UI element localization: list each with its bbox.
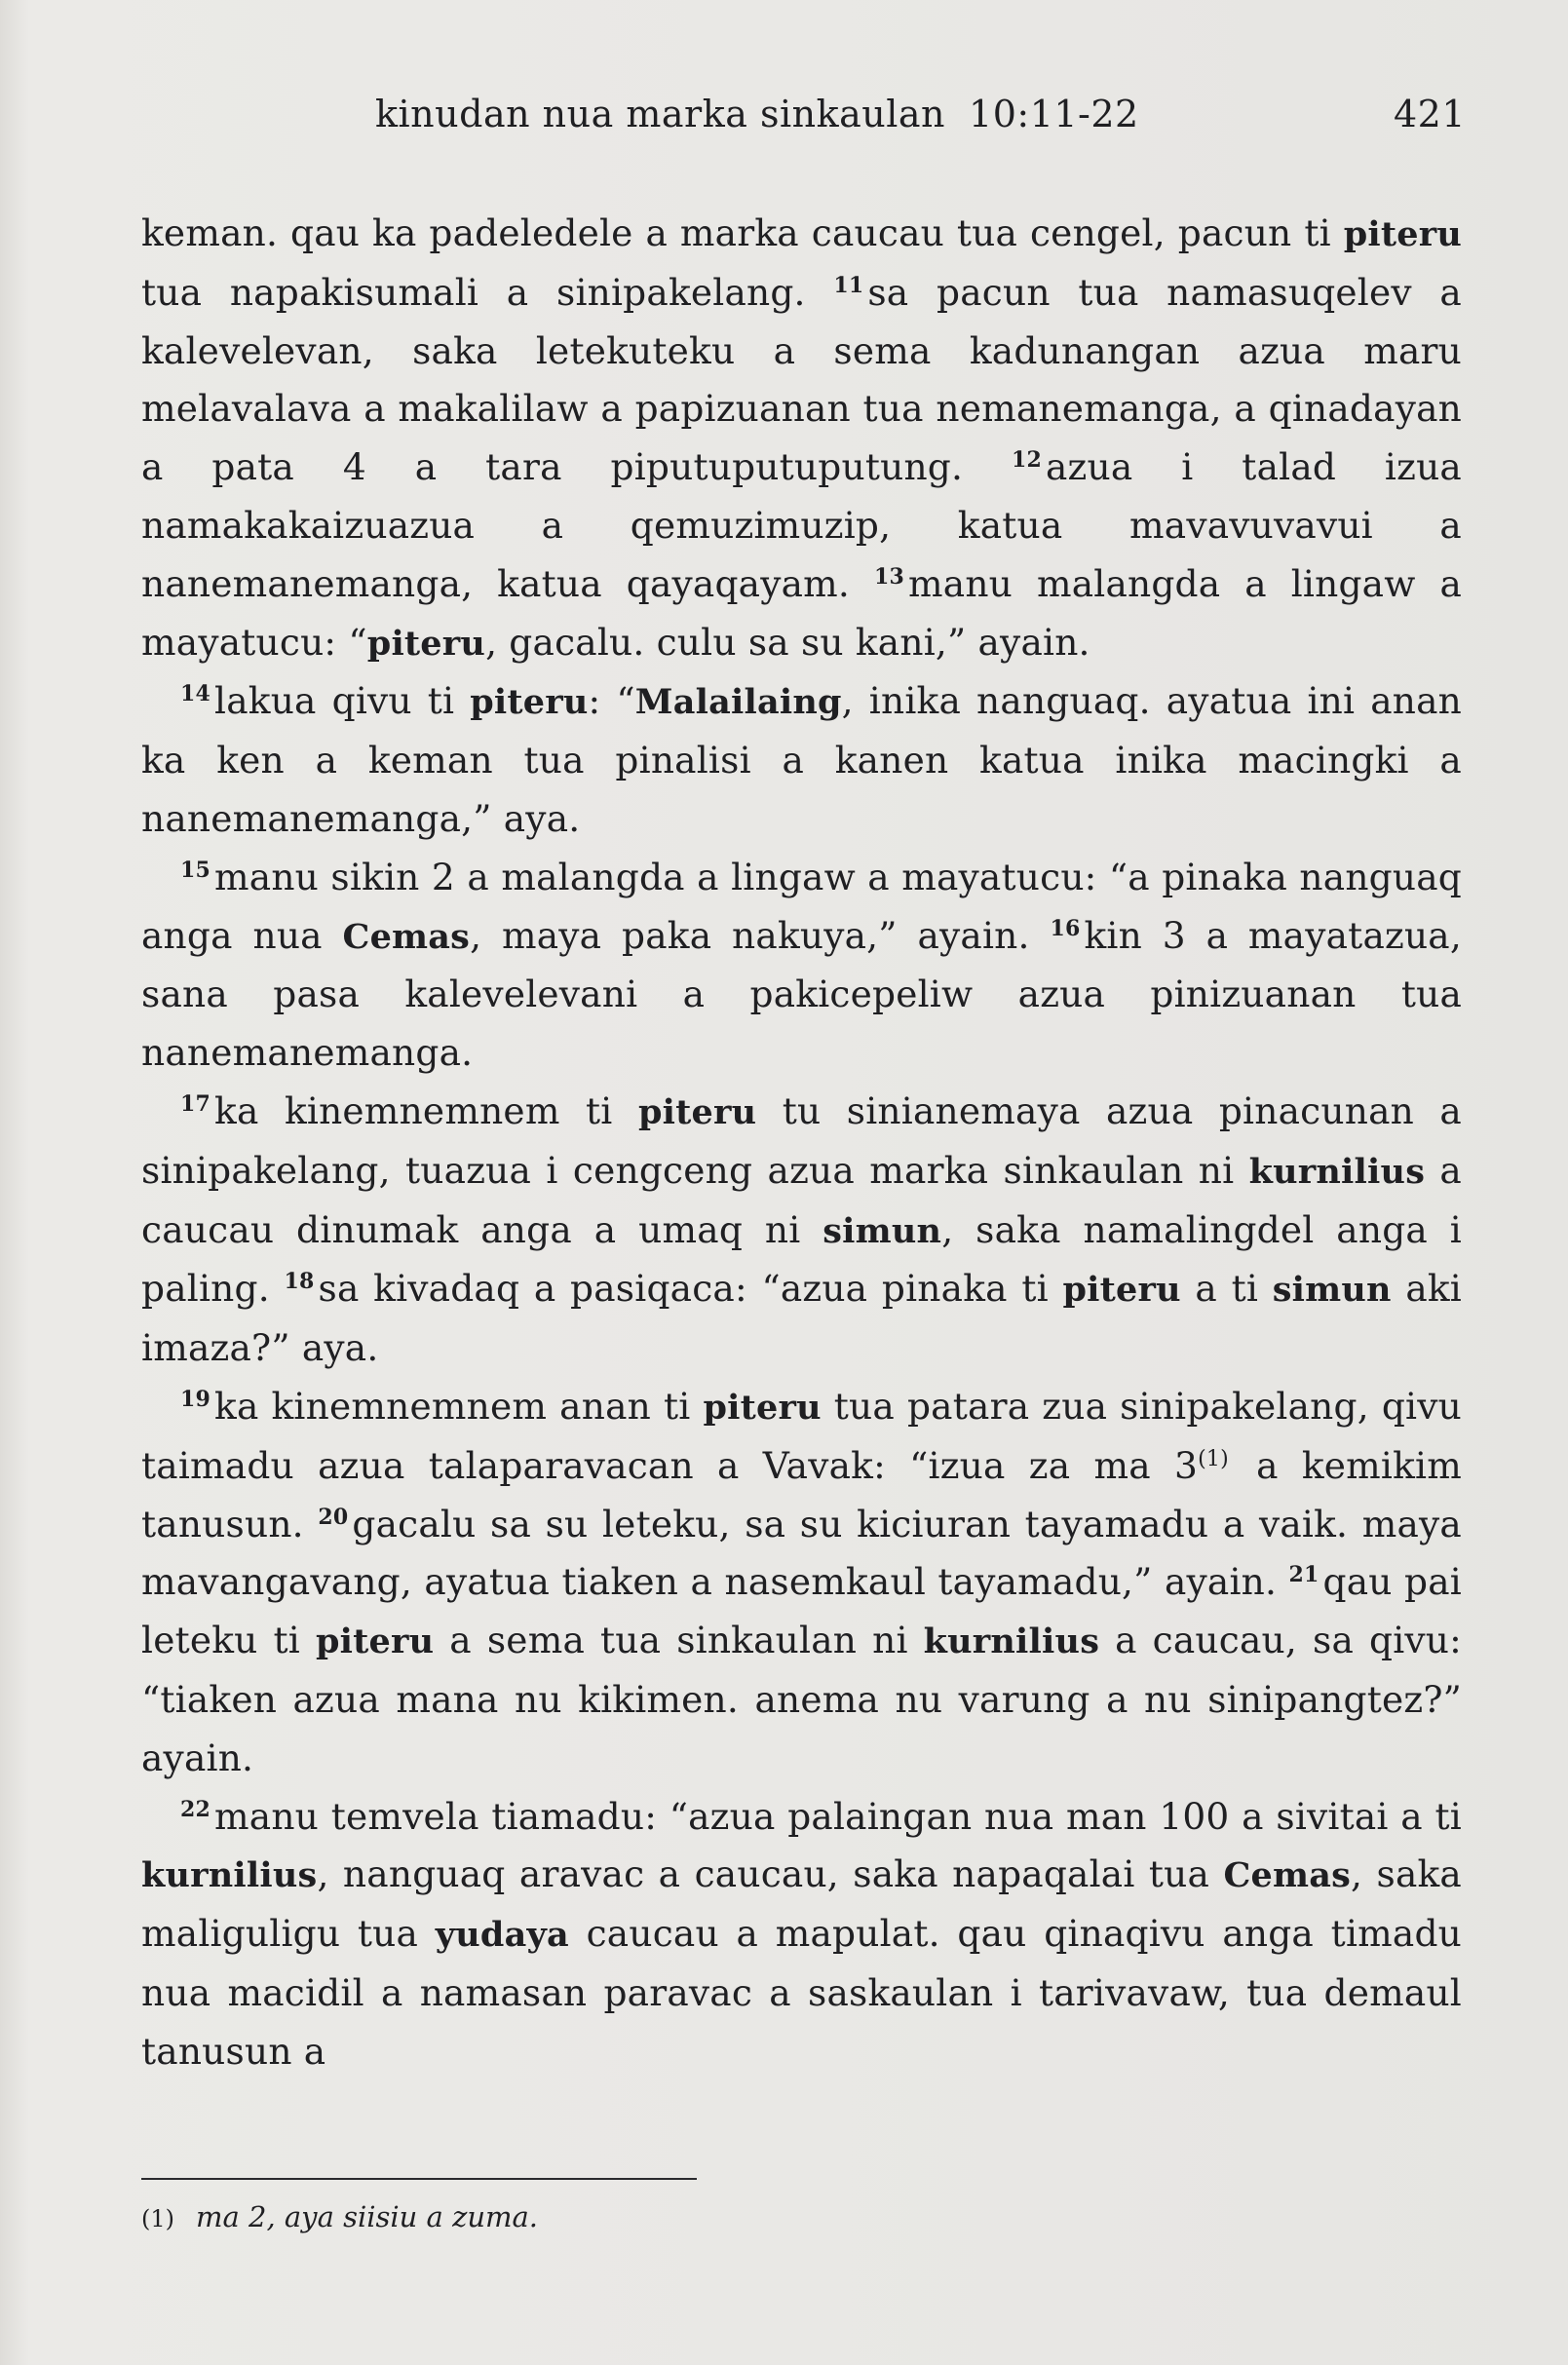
- text-run: sa kivadaq a pasiqaca: “azua pinaka ti: [318, 1267, 1063, 1311]
- text-run: , inika nanguaq. ayatua ini anan ka ken a keman tua pinalisi a kanen katua inika macingki a nanemanemanga,” aya.: [141, 679, 1463, 840]
- bold-name: piteru: [637, 1091, 757, 1132]
- header-title: kinudan nua marka sinkaulan: [375, 93, 946, 135]
- text-run: lakua qivu ti: [214, 679, 471, 723]
- bold-name: simun: [1272, 1270, 1392, 1311]
- bold-name: piteru: [703, 1387, 822, 1428]
- footnote-mark: (1): [141, 2205, 174, 2232]
- text-run: a ti: [1180, 1267, 1273, 1311]
- bold-name: piteru: [366, 623, 486, 664]
- verse-number: 12: [1011, 447, 1042, 474]
- bold-name: piteru: [470, 682, 589, 723]
- bold-name: piteru: [1343, 214, 1462, 254]
- text-run: a caucau dinumak anga a umaq ni: [141, 1148, 1462, 1251]
- paragraph: [141, 1083, 1462, 1378]
- text-run: manu sikin 2 a malangda a lingaw a mayatucu: “a pinaka nanguaq anga nua: [141, 855, 1462, 957]
- text-run: a caucau, sa qivu: “tiaken azua mana nu kikimen. anema nu varung a nu sinipangtez?” ayain.: [141, 1619, 1462, 1779]
- bold-name: piteru: [1062, 1270, 1181, 1311]
- text-run: caucau a mapulat. qau qinaqivu anga timadu nua macidil a namasan paravac a saskaulan i tarivavaw, tua demaul tanusun a: [141, 1912, 1463, 2073]
- bold-name: Cemas: [342, 916, 471, 957]
- text-run: aki imaza?” aya.: [141, 1267, 1462, 1370]
- text-run: ka kinemnemnem ti: [214, 1088, 638, 1132]
- text-run: a sema tua sinkaulan ni: [434, 1619, 924, 1662]
- text-run: azua i talad izua namakakaizuazua a qemuzimuzip, katua mavavuvavui a nanemanemanga, katua qayaqayam.: [141, 445, 1462, 605]
- bold-name: Cemas: [1223, 1855, 1352, 1896]
- text-run: : “: [588, 679, 635, 723]
- text-run: gacalu sa su leteku, sa su kiciuran tayamadu a vaik. maya mavangavang, ayatua tiaken a nasemkaul tayamadu,” ayain.: [141, 1502, 1462, 1604]
- text-run: qau pai leteku ti: [141, 1560, 1462, 1662]
- text-run: , nanguaq aravac a caucau, saka napaqalai tua: [317, 1852, 1224, 1896]
- body-text: [141, 205, 1462, 2081]
- bold-name: kurnilius: [923, 1621, 1100, 1662]
- footnote-text: ma 2, aya siisiu a zuma.: [196, 2200, 539, 2233]
- verse-number: 15: [180, 857, 211, 883]
- verse-number: 19: [180, 1386, 211, 1412]
- bold-name: yudaya: [435, 1915, 569, 1956]
- verse-number: 21: [1288, 1562, 1319, 1588]
- verse-number: 13: [873, 563, 904, 590]
- footnote: [141, 2200, 538, 2233]
- verse-number: 14: [180, 681, 211, 707]
- text-run: tua patara zua sinipakelang, qivu taimadu azua talaparavacan a Vavak: “izua za ma 3: [141, 1384, 1462, 1487]
- text-run: , gacalu. culu sa su kani,” ayain.: [485, 620, 1090, 664]
- text-run: , saka namalingdel anga i paling.: [141, 1207, 1462, 1311]
- verse-number: 17: [180, 1090, 211, 1117]
- text-run: keman. qau ka padeledele a marka caucau tua cengel, pacun ti: [141, 211, 1344, 254]
- bold-name: simun: [822, 1210, 942, 1251]
- text-run: kin 3 a mayatazua, sana pasa kalevelevani a pakicepeliw azua pinizuanan tua nanemanemanga.: [141, 913, 1462, 1075]
- text-run: sa pacun tua namasuqelev a kalevelevan, saka letekuteku a sema kadunangan azua maru melavalava a makalilaw a papizuanan tua nemanemanga, a qinadayan a pata 4 a tara piputuputuputung.: [141, 270, 1462, 489]
- verse-number: 16: [1050, 915, 1081, 941]
- header-reference: 10:11-22: [969, 93, 1139, 135]
- text-run: a kemikim tanusun.: [141, 1443, 1462, 1545]
- paragraph: [141, 672, 1462, 848]
- verse-number: 18: [284, 1269, 315, 1295]
- paragraph: [141, 1788, 1462, 2081]
- text-run: tua napakisumali a sinipakelang.: [141, 270, 834, 314]
- paragraph: [141, 205, 1462, 672]
- verse-number: 20: [318, 1504, 349, 1530]
- paragraph: [141, 849, 1462, 1083]
- text-run: ka kinemnemnem anan ti: [214, 1384, 704, 1428]
- footnote-ref: (1): [1198, 1446, 1229, 1471]
- text-run: tu sinianemaya azua pinacunan a sinipakelang, tuazua i cengceng azua marka sinkaulan ni: [141, 1088, 1462, 1192]
- text-run: manu temvela tiamadu: “azua palaingan nua man 100 a sivitai a ti: [214, 1794, 1462, 1838]
- text-run: , saka maliguligu tua: [141, 1852, 1462, 1956]
- bold-name: Malailaing: [634, 682, 842, 723]
- text-run: manu malangda a lingaw a mayatucu: “: [141, 561, 1462, 664]
- text-run: , maya paka nakuya,” ayain.: [470, 913, 1051, 957]
- running-header: [375, 93, 1466, 135]
- bold-name: kurnilius: [1248, 1151, 1426, 1192]
- page-number: 421: [1393, 93, 1466, 135]
- footnote-divider: [141, 2178, 697, 2180]
- verse-number: 22: [180, 1796, 211, 1822]
- paragraph: [141, 1378, 1462, 1788]
- running-title: [375, 93, 1139, 135]
- bold-name: piteru: [316, 1621, 435, 1662]
- verse-number: 11: [833, 272, 864, 298]
- bold-name: kurnilius: [141, 1855, 318, 1896]
